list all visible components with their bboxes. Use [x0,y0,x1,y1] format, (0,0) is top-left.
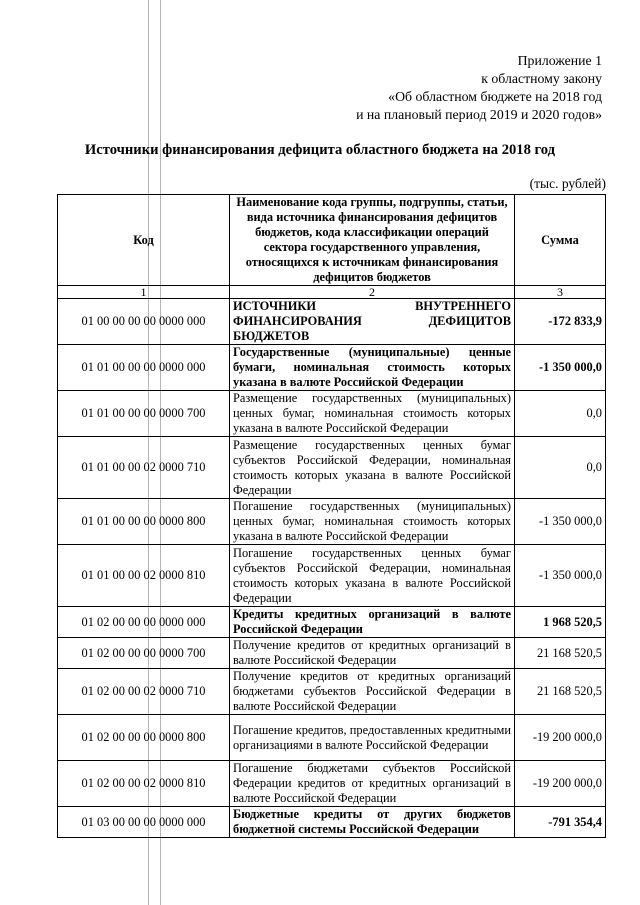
header-sum: Сумма [515,195,606,286]
row-sum: -791 354,4 [515,807,606,838]
document-title: Источники финансирования дефицита областного бюджета на 2018 год [84,142,556,158]
row-code: 01 01 00 00 02 0000 710 [58,437,230,499]
appendix-line: и на плановый период 2019 и 2020 годов» [356,107,602,122]
row-code: 01 02 00 00 00 0000 800 [58,715,230,761]
row-sum: -1 350 000,0 [515,545,606,607]
row-sum: 21 168 520,5 [515,669,606,715]
column-number-row [58,286,606,299]
row-name: Погашение государственных (муниципальных) ценных бумаг, номинальная стоимость которых указана в валюте Российской Федерации [233,499,511,543]
row-sum: 0,0 [515,437,606,499]
row-sum: -19 200 000,0 [515,715,606,761]
row-sum: 21 168 520,5 [515,638,606,669]
appendix-line: «Об областном бюджете на 2018 год [388,89,602,104]
column-number: 2 [230,286,515,299]
row-sum: 1 968 520,5 [515,607,606,638]
row-code: 01 01 00 00 00 0000 800 [58,499,230,545]
table-row [58,391,606,437]
table-row [58,715,606,761]
appendix-line: к областному закону [481,71,602,86]
appendix-line: Приложение 1 [517,53,602,68]
row-name: Получение кредитов от кредитных организаций бюджетами субъектов Российской Федерации в валюте Российской Федерации [233,669,511,713]
row-code: 01 02 00 00 00 0000 700 [58,638,230,669]
row-code: 01 01 00 00 00 0000 700 [58,391,230,437]
table-row [58,638,606,669]
row-sum: -1 350 000,0 [515,499,606,545]
row-name: Размещение государственных ценных бумаг субъектов Российской Федерации, номинальная стоимость которых указана в валюте Российской Федерации [233,437,511,497]
table-row [58,545,606,607]
row-sum: -19 200 000,0 [515,761,606,807]
row-code: 01 03 00 00 00 0000 000 [58,807,230,838]
table-row [58,607,606,638]
financing-table [57,194,606,838]
table-header-row [58,195,606,286]
row-name: Размещение государственных (муниципальных) ценных бумаг, номинальная стоимость которых указана в валюте Российской Федерации [233,391,511,435]
row-code: 01 02 00 00 02 0000 810 [58,761,230,807]
column-number: 3 [515,286,606,299]
table-row [58,345,606,391]
row-name: Погашение бюджетами субъектов Российской Федерации кредитов от кредитных организаций в валюте Российской Федерации [233,761,511,805]
row-code: 01 00 00 00 00 0000 000 [58,299,230,345]
row-name: Погашение государственных ценных бумаг субъектов Российской Федерации, номинальная стоимость которых указана в валюте Российской Федерации [233,545,511,605]
row-sum: -172 833,9 [515,299,606,345]
table-row [58,761,606,807]
appendix-header [356,52,602,124]
row-sum: 0,0 [515,391,606,437]
row-code: 01 01 00 00 02 0000 810 [58,545,230,607]
row-name: Кредиты кредитных организаций в валюте Российской Федерации [233,607,511,636]
row-code: 01 02 00 00 02 0000 710 [58,669,230,715]
units-label: (тыс. рублей) [529,176,606,191]
column-number: 1 [58,286,230,299]
row-code: 01 01 00 00 00 0000 000 [58,345,230,391]
header-code: Код [58,195,230,286]
row-name: Погашение кредитов, предоставленных кредитными организациями в валюте Российской Федерации [233,722,511,752]
header-name: Наименование кода группы, подгруппы, статьи, вида источника финансирования дефицитов бюджетов, кода классификации операций сектора государственного управления, относящихся к источникам финансирования дефицитов бюджетов [230,195,515,286]
row-name: Получение кредитов от кредитных организаций в валюте Российской Федерации [233,638,511,667]
row-name: Бюджетные кредиты от других бюджетов бюджетной системы Российской Федерации [233,807,511,836]
table-row [58,499,606,545]
row-name: ИСТОЧНИКИ ВНУТРЕННЕГО ФИНАНСИРОВАНИЯ ДЕФИЦИТОВ БЮДЖЕТОВ [233,299,511,343]
table-row [58,669,606,715]
table-row [58,807,606,838]
row-sum: -1 350 000,0 [515,345,606,391]
table-row [58,437,606,499]
row-code: 01 02 00 00 00 0000 000 [58,607,230,638]
table-row [58,299,606,345]
row-name: Государственные (муниципальные) ценные бумаги, номинальная стоимость которых указана в валюте Российской Федерации [233,345,511,389]
